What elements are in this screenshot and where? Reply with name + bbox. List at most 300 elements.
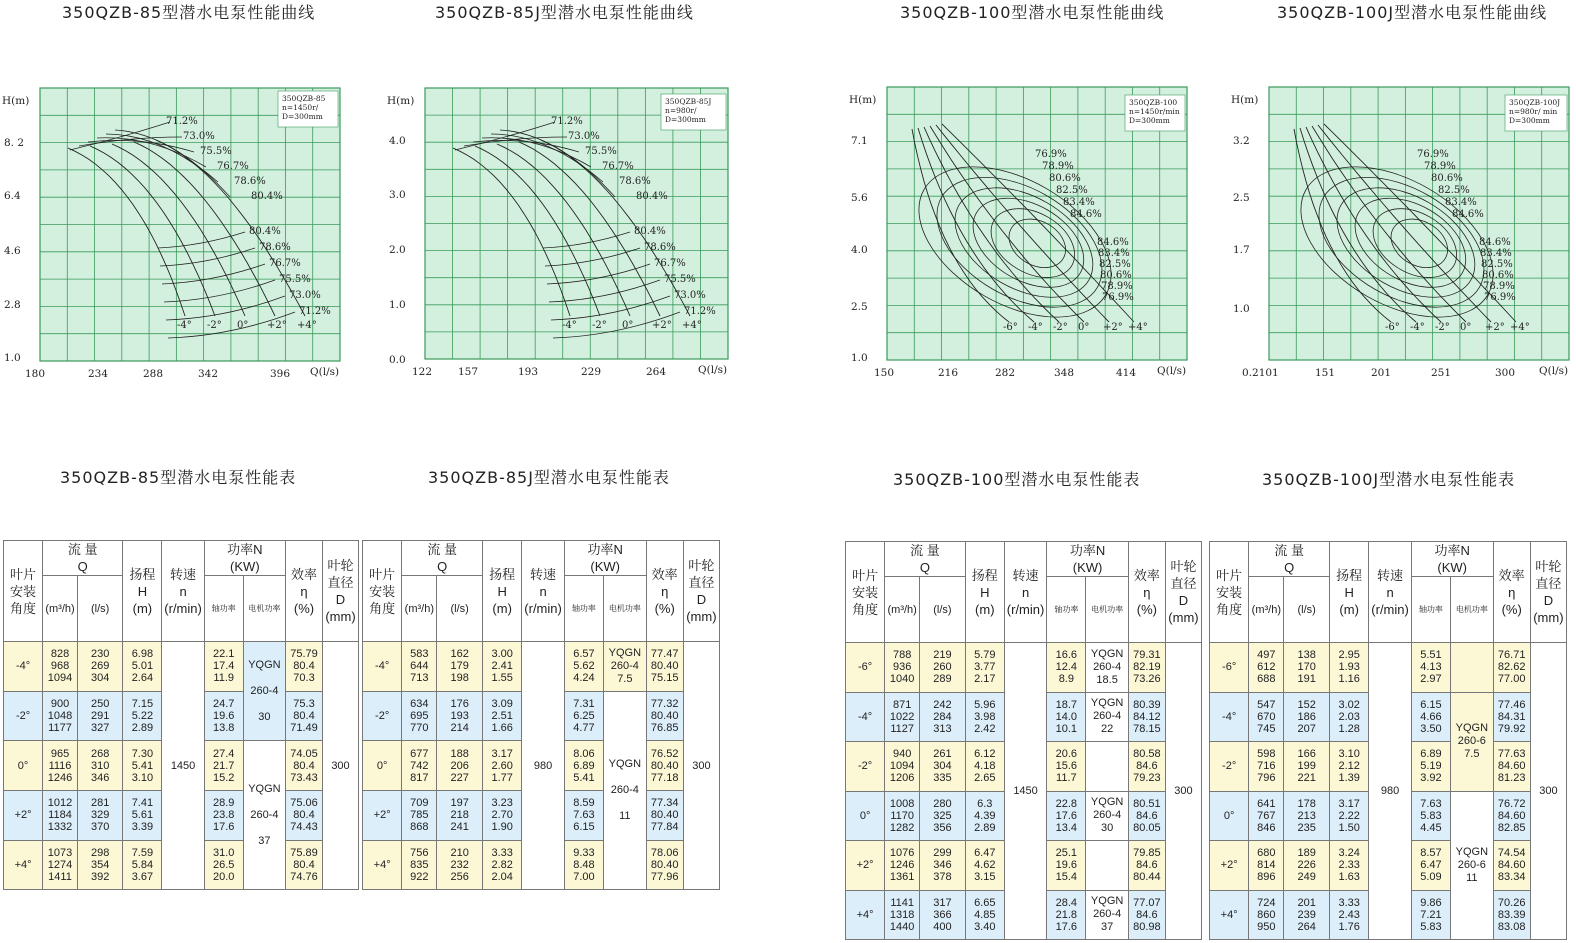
head-cell: 3.24 2.33 1.63 [1330, 841, 1369, 891]
efficiency-label: 71.2% [166, 116, 198, 127]
efficiency-label: 82.5% [1056, 185, 1088, 196]
motor-power-cell: YQGN 260-4 37 [1086, 890, 1128, 940]
angle-label: 0° [237, 320, 249, 331]
shaft-power-cell: 20.6 15.6 11.7 [1047, 742, 1086, 792]
blade-angle-cell: -2° [846, 742, 885, 792]
y-tick-label: 1.0 [389, 299, 406, 311]
blade-angle-cell: -4° [363, 642, 402, 692]
flow-ls-cell: 152 186 207 [1284, 692, 1330, 742]
efficiency-cell: 74.54 84.60 83.34 [1493, 841, 1530, 891]
efficiency-cell: 76.52 80.40 77.18 [646, 741, 683, 791]
efficiency-label: 83.4% [1480, 248, 1512, 259]
head-cell: 7.15 5.22 2.89 [123, 691, 162, 741]
efficiency-cell: 75.06 80.4 74.43 [286, 791, 323, 841]
angle-label: -2° [592, 320, 607, 331]
head-cell: 6.47 4.62 3.15 [965, 841, 1004, 891]
diameter-cell: 300 [323, 642, 359, 890]
efficiency-label: 84.6% [1479, 237, 1511, 248]
shaft-power-cell: 25.1 19.6 15.4 [1047, 841, 1086, 891]
header-power: 功率N (KW) [1047, 542, 1129, 577]
x-tick-label: 180 [25, 368, 46, 380]
chart-title: 350QZB-85J型潜水电泵性能曲线 [435, 3, 694, 22]
motor-power-cell: YQGN 260-4 37 [243, 741, 285, 890]
y-tick-label: 1.0 [1233, 303, 1250, 315]
header-speed: 转速 n (r/min) [162, 541, 204, 642]
flow-m3h-cell: 1012 1184 1332 [43, 791, 78, 841]
x-tick-label: 264 [646, 366, 667, 378]
angle-label: +4° [1510, 322, 1530, 333]
y-axis-label: H(m) [849, 94, 877, 106]
flow-ls-cell: 280 325 356 [920, 791, 966, 841]
efficiency-cell: 80.58 84.6 79.23 [1128, 742, 1165, 792]
efficiency-label: 75.5% [279, 274, 311, 285]
shaft-power-cell: 6.57 5.62 4.24 [564, 642, 603, 692]
flow-m3h-cell: 1073 1274 1411 [43, 840, 78, 890]
blade-angle-cell: 0° [4, 741, 43, 791]
efficiency-label: 78.9% [1101, 281, 1133, 292]
efficiency-label: 76.7% [602, 161, 634, 172]
blade-angle-cell: -4° [846, 692, 885, 742]
flow-m3h-cell: 900 1048 1177 [43, 691, 78, 741]
x-tick-label: 414 [1116, 367, 1137, 379]
speed-cell: 980 [522, 642, 564, 890]
blade-angle-cell: 0° [363, 741, 402, 791]
x-tick-label: 201 [1371, 367, 1392, 379]
flow-ls-cell: 162 179 198 [437, 642, 483, 692]
angle-label: -4° [1028, 322, 1043, 333]
flow-ls-cell: 188 206 227 [437, 741, 483, 791]
efficiency-label: 80.4% [249, 226, 281, 237]
angle-label: -6° [1003, 322, 1018, 333]
x-tick-label: 342 [198, 368, 219, 380]
flow-m3h-cell: 1008 1170 1282 [885, 791, 920, 841]
motor-power-cell: YQGN 260-4 30 [1086, 791, 1128, 841]
flow-m3h-cell: 756 835 922 [402, 840, 437, 890]
flow-m3h-cell: 677 742 817 [402, 741, 437, 791]
blade-angle-cell: -2° [363, 691, 402, 741]
header-flow-m3h: (m³/h) [402, 576, 437, 642]
efficiency-label: 73.0% [568, 131, 600, 142]
efficiency-label: 80.4% [636, 191, 668, 202]
efficiency-label: 78.6% [619, 176, 651, 187]
motor-power-cell: YQGN 260-4 7.5 [604, 642, 647, 692]
legend-text: 350QZB-85 [282, 94, 326, 103]
y-tick-label: 1.7 [1233, 244, 1250, 256]
header-flow-ls: (l/s) [920, 577, 966, 643]
head-cell: 5.96 3.98 2.42 [965, 692, 1004, 742]
header-motor-power: 电机功率 [604, 576, 647, 642]
angle-label: 0° [622, 320, 634, 331]
flow-ls-cell: 299 346 378 [920, 841, 966, 891]
efficiency-label: 83.4% [1445, 197, 1477, 208]
flow-m3h-cell: 641 767 846 [1249, 791, 1284, 841]
efficiency-cell: 74.05 80.4 73.43 [286, 741, 323, 791]
y-tick-label: 4.6 [4, 245, 21, 257]
motor-power-cell: YQGN 260-6 11 [1451, 791, 1494, 940]
header-shaft-power: 轴功率 [1411, 577, 1450, 643]
x-tick-label: 282 [995, 367, 1016, 379]
header-flow: 流 量 Q [1249, 542, 1330, 577]
header-diameter: 叶轮 直径 D (mm) [1530, 542, 1566, 643]
header-speed: 转速 n (r/min) [522, 541, 564, 642]
legend-text: D=300mm [1129, 116, 1170, 125]
shaft-power-cell: 6.89 5.19 3.92 [1411, 742, 1450, 792]
efficiency-label: 71.2% [299, 306, 331, 317]
efficiency-label: 71.2% [684, 306, 716, 317]
blade-angle-cell: +2° [4, 791, 43, 841]
efficiency-label: 76.7% [217, 161, 249, 172]
head-cell: 3.09 2.51 1.66 [483, 691, 522, 741]
efficiency-label: 82.5% [1481, 259, 1513, 270]
efficiency-label: 76.9% [1102, 292, 1134, 303]
speed-cell: 1450 [1004, 643, 1046, 940]
x-tick-label: 300 [1495, 367, 1516, 379]
head-cell: 2.95 1.93 1.16 [1330, 643, 1369, 693]
legend-text: D=300mm [665, 115, 706, 124]
shaft-power-cell: 8.06 6.89 5.41 [564, 741, 603, 791]
header-head: 扬程 H (m) [123, 541, 162, 642]
flow-m3h-cell: 788 936 1040 [885, 643, 920, 693]
header-diameter: 叶轮 直径 D (mm) [1165, 542, 1201, 643]
table-title: 350QZB-85型潜水电泵性能表 [60, 468, 297, 487]
header-speed: 转速 n (r/min) [1004, 542, 1046, 643]
header-speed: 转速 n (r/min) [1369, 542, 1411, 643]
speed-cell: 1450 [162, 642, 204, 890]
efficiency-cell: 70.26 83.39 83.08 [1493, 890, 1530, 940]
header-flow-m3h: (m³/h) [43, 576, 78, 642]
angle-label: -4° [1410, 322, 1425, 333]
flow-ls-cell: 261 304 335 [920, 742, 966, 792]
flow-ls-cell: 219 260 289 [920, 643, 966, 693]
efficiency-label: 80.4% [634, 226, 666, 237]
head-cell: 3.33 2.82 2.04 [483, 840, 522, 890]
motor-power-cell: YQGN 260-4 18.5 [1086, 643, 1128, 693]
efficiency-cell: 79.31 82.19 73.26 [1128, 643, 1165, 693]
head-cell: 6.3 4.39 2.89 [965, 791, 1004, 841]
blade-angle-cell: +2° [363, 791, 402, 841]
flow-m3h-cell: 965 1116 1246 [43, 741, 78, 791]
x-tick-label: 234 [88, 368, 109, 380]
efficiency-cell: 77.32 80.40 76.85 [646, 691, 683, 741]
shaft-power-cell: 5.51 4.13 2.97 [1411, 643, 1450, 693]
y-axis-label: H(m) [387, 95, 415, 107]
legend-text: n=980r/ min [1509, 107, 1558, 116]
shaft-power-cell: 27.4 21.7 15.2 [204, 741, 243, 791]
header-shaft-power: 轴功率 [564, 576, 603, 642]
x-tick-label: 151 [1315, 367, 1336, 379]
flow-ls-cell: 298 354 392 [77, 840, 122, 890]
y-tick-label: 1.0 [851, 352, 868, 364]
head-cell: 6.12 4.18 2.65 [965, 742, 1004, 792]
efficiency-label: 76.9% [1417, 149, 1449, 160]
motor-power-cell [1086, 841, 1128, 891]
table-title: 350QZB-85J型潜水电泵性能表 [428, 468, 670, 487]
efficiency-cell: 77.46 84.31 79.92 [1493, 692, 1530, 742]
legend-text: n=1450r/min [1129, 107, 1180, 116]
efficiency-cell: 77.34 80.40 77.84 [646, 791, 683, 841]
efficiency-cell: 78.06 80.40 77.96 [646, 840, 683, 890]
x-tick-label: 251 [1431, 367, 1452, 379]
flow-m3h-cell: 598 716 796 [1249, 742, 1284, 792]
efficiency-label: 80.6% [1049, 173, 1081, 184]
shaft-power-cell: 6.15 4.66 3.50 [1411, 692, 1450, 742]
header-power: 功率N (KW) [1411, 542, 1493, 577]
table-title: 350QZB-100型潜水电泵性能表 [893, 470, 1141, 489]
blade-angle-cell: +2° [1210, 841, 1249, 891]
efficiency-label: 80.4% [251, 191, 283, 202]
legend-text: 350QZB-85J [665, 97, 712, 106]
shaft-power-cell: 9.33 8.48 7.00 [564, 840, 603, 890]
y-tick-label: 5.6 [851, 192, 868, 204]
y-axis-label: H(m) [2, 95, 30, 107]
angle-label: +2° [267, 320, 287, 331]
efficiency-label: 83.4% [1063, 197, 1095, 208]
efficiency-label: 80.6% [1100, 270, 1132, 281]
y-tick-label: 0.0 [389, 354, 406, 366]
head-cell: 3.33 2.43 1.76 [1330, 890, 1369, 940]
chart-title: 350QZB-85型潜水电泵性能曲线 [62, 3, 316, 22]
header-power: 功率N (KW) [204, 541, 285, 576]
header-flow: 流 量 Q [885, 542, 966, 577]
head-cell: 7.30 5.41 3.10 [123, 741, 162, 791]
blade-angle-cell: +2° [846, 841, 885, 891]
flow-ls-cell: 230 269 304 [77, 642, 122, 692]
performance-table-100j [1209, 541, 1567, 940]
shaft-power-cell: 8.59 7.63 6.15 [564, 791, 603, 841]
shaft-power-cell: 28.4 21.8 17.6 [1047, 890, 1086, 940]
motor-power-cell [1451, 643, 1494, 693]
head-cell: 3.00 2.41 1.55 [483, 642, 522, 692]
x-axis-label: Q(l/s) [1157, 365, 1187, 377]
flow-ls-cell: 281 329 370 [77, 791, 122, 841]
angle-label: +4° [682, 320, 702, 331]
x-tick-label: 150 [874, 367, 895, 379]
header-efficiency: 效率 η (%) [646, 541, 683, 642]
chart-title: 350QZB-100型潜水电泵性能曲线 [900, 3, 1165, 22]
legend-text: D=300mm [1509, 116, 1550, 125]
x-tick-label: 157 [458, 366, 479, 378]
performance-table-85 [3, 540, 359, 890]
header-head: 扬程 H (m) [1330, 542, 1369, 643]
head-cell: 7.41 5.61 3.39 [123, 791, 162, 841]
efficiency-label: 75.5% [664, 274, 696, 285]
header-blade-angle: 叶片 安装 角度 [846, 542, 885, 643]
flow-m3h-cell: 497 612 688 [1249, 643, 1284, 693]
y-axis-label: H(m) [1231, 94, 1259, 106]
shaft-power-cell: 31.0 26.5 20.0 [204, 840, 243, 890]
efficiency-label: 71.2% [551, 116, 583, 127]
head-cell: 3.23 2.70 1.90 [483, 791, 522, 841]
efficiency-cell: 75.3 80.4 71.49 [286, 691, 323, 741]
y-tick-label: 2.5 [851, 301, 868, 313]
x-axis-label: Q(l/s) [698, 364, 728, 376]
blade-angle-cell: -6° [846, 643, 885, 693]
header-shaft-power: 轴功率 [1047, 577, 1086, 643]
blade-angle-cell: +4° [846, 890, 885, 940]
blade-angle-cell: 0° [1210, 791, 1249, 841]
angle-label: 0° [1078, 322, 1090, 333]
flow-m3h-cell: 871 1022 1127 [885, 692, 920, 742]
shaft-power-cell: 28.9 23.8 17.6 [204, 791, 243, 841]
efficiency-cell: 79.85 84.6 80.44 [1128, 841, 1165, 891]
efficiency-label: 78.9% [1042, 161, 1074, 172]
header-flow-ls: (l/s) [437, 576, 483, 642]
efficiency-label: 78.6% [234, 176, 266, 187]
blade-angle-cell: -2° [1210, 742, 1249, 792]
speed-cell: 980 [1369, 643, 1411, 940]
x-tick-label: 193 [518, 366, 539, 378]
motor-power-cell: YQGN 260-4 11 [604, 691, 647, 890]
efficiency-label: 80.6% [1482, 270, 1514, 281]
efficiency-label: 73.0% [289, 290, 321, 301]
flow-m3h-cell: 940 1094 1206 [885, 742, 920, 792]
flow-ls-cell: 268 310 346 [77, 741, 122, 791]
shaft-power-cell: 24.7 19.6 13.8 [204, 691, 243, 741]
header-flow: 流 量 Q [402, 541, 483, 576]
efficiency-label: 82.5% [1099, 259, 1131, 270]
motor-power-cell: YQGN 260-4 30 [243, 642, 285, 741]
header-flow-ls: (l/s) [1284, 577, 1330, 643]
x-tick-label: 396 [270, 368, 291, 380]
efficiency-cell: 77.07 84.6 80.98 [1128, 890, 1165, 940]
shaft-power-cell: 22.1 17.4 11.9 [204, 642, 243, 692]
chart-100 [840, 0, 1220, 385]
table-title: 350QZB-100J型潜水电泵性能表 [1262, 470, 1516, 489]
flow-m3h-cell: 828 968 1094 [43, 642, 78, 692]
efficiency-label: 76.7% [654, 258, 686, 269]
y-tick-label: 3.2 [1233, 135, 1250, 147]
blade-angle-cell: +4° [363, 840, 402, 890]
flow-m3h-cell: 680 814 896 [1249, 841, 1284, 891]
efficiency-label: 82.5% [1438, 185, 1470, 196]
flow-m3h-cell: 724 860 950 [1249, 890, 1284, 940]
legend-text: n=980r/ [665, 106, 697, 115]
performance-table-85j [362, 540, 720, 890]
header-flow-m3h: (m³/h) [1249, 577, 1284, 643]
y-tick-label: 6.4 [4, 190, 21, 202]
flow-ls-cell: 176 193 214 [437, 691, 483, 741]
header-head: 扬程 H (m) [965, 542, 1004, 643]
efficiency-cell: 76.71 82.62 77.00 [1493, 643, 1530, 693]
efficiency-cell: 80.39 84.12 78.15 [1128, 692, 1165, 742]
motor-power-cell: YQGN 260-4 22 [1086, 692, 1128, 742]
head-cell: 3.17 2.60 1.77 [483, 741, 522, 791]
efficiency-label: 75.5% [200, 146, 232, 157]
header-power: 功率N (KW) [564, 541, 646, 576]
head-cell: 3.02 2.03 1.28 [1330, 692, 1369, 742]
efficiency-label: 76.9% [1484, 292, 1516, 303]
angle-label: -2° [207, 320, 222, 331]
efficiency-label: 80.6% [1431, 173, 1463, 184]
x-axis-label: Q(l/s) [310, 366, 340, 378]
y-tick-label: 3.0 [389, 189, 406, 201]
efficiency-label: 76.7% [269, 258, 301, 269]
legend-text: D=300mm [282, 112, 323, 121]
flow-ls-cell: 317 366 400 [920, 890, 966, 940]
header-diameter: 叶轮 直径 D (mm) [683, 541, 719, 642]
efficiency-label: 73.0% [674, 290, 706, 301]
flow-ls-cell: 178 213 235 [1284, 791, 1330, 841]
x-tick-label: 122 [412, 366, 433, 378]
blade-angle-cell: -6° [1210, 643, 1249, 693]
header-blade-angle: 叶片 安装 角度 [4, 541, 43, 642]
y-tick-label: 2.8 [4, 299, 21, 311]
angle-label: +4° [1128, 322, 1148, 333]
flow-ls-cell: 201 239 264 [1284, 890, 1330, 940]
x-tick-label: 229 [581, 366, 602, 378]
shaft-power-cell: 7.63 5.83 4.45 [1411, 791, 1450, 841]
flow-m3h-cell: 583 644 713 [402, 642, 437, 692]
blade-angle-cell: -4° [1210, 692, 1249, 742]
y-tick-label: 7.1 [851, 135, 868, 147]
motor-power-cell [1086, 742, 1128, 792]
blade-angle-cell: -4° [4, 642, 43, 692]
flow-ls-cell: 242 284 313 [920, 692, 966, 742]
blade-angle-cell: +4° [1210, 890, 1249, 940]
chart-100j [1222, 0, 1572, 385]
efficiency-label: 78.6% [259, 242, 291, 253]
flow-ls-cell: 197 218 241 [437, 791, 483, 841]
angle-label: +2° [1485, 322, 1505, 333]
legend-text: 350QZB-100 [1129, 98, 1178, 107]
efficiency-label: 78.6% [644, 242, 676, 253]
efficiency-cell: 75.79 80.4 70.3 [286, 642, 323, 692]
performance-table-100 [845, 541, 1202, 940]
blade-angle-cell: -2° [4, 691, 43, 741]
shaft-power-cell: 8.57 6.47 5.09 [1411, 841, 1450, 891]
y-tick-label: 4.0 [389, 135, 406, 147]
header-motor-power: 电机功率 [243, 576, 285, 642]
chart-title: 350QZB-100J型潜水电泵性能曲线 [1277, 3, 1548, 22]
motor-power-cell: YQGN 260-6 7.5 [1451, 692, 1494, 791]
efficiency-label: 83.4% [1098, 248, 1130, 259]
chart-85 [0, 0, 360, 385]
header-flow-ls: (l/s) [77, 576, 122, 642]
x-tick-label: 348 [1054, 367, 1075, 379]
chart-85j [370, 0, 730, 385]
efficiency-label: 84.6% [1070, 209, 1102, 220]
diameter-cell: 300 [1165, 643, 1201, 940]
flow-m3h-cell: 709 785 868 [402, 791, 437, 841]
diameter-cell: 300 [1530, 643, 1566, 940]
x-tick-label: 216 [938, 367, 959, 379]
efficiency-cell: 77.47 80.40 75.15 [646, 642, 683, 692]
y-tick-label: 4.0 [851, 244, 868, 256]
efficiency-label: 84.6% [1452, 209, 1484, 220]
y-tick-label: 2.5 [1233, 192, 1250, 204]
flow-m3h-cell: 1076 1246 1361 [885, 841, 920, 891]
efficiency-label: 75.5% [585, 146, 617, 157]
header-shaft-power: 轴功率 [204, 576, 243, 642]
angle-label: 0° [1460, 322, 1472, 333]
y-tick-label: 1.0 [4, 352, 21, 364]
header-motor-power: 电机功率 [1086, 577, 1128, 643]
angle-label: +2° [652, 320, 672, 331]
efficiency-label: 76.9% [1035, 149, 1067, 160]
blade-angle-cell: 0° [846, 791, 885, 841]
shaft-power-cell: 18.7 14.0 10.1 [1047, 692, 1086, 742]
head-cell: 3.17 2.22 1.50 [1330, 791, 1369, 841]
legend-text: 350QZB-100J [1509, 98, 1561, 107]
angle-label: -4° [562, 320, 577, 331]
shaft-power-cell: 9.86 7.21 5.83 [1411, 890, 1450, 940]
flow-ls-cell: 166 199 221 [1284, 742, 1330, 792]
header-flow-m3h: (m³/h) [885, 577, 920, 643]
diameter-cell: 300 [683, 642, 719, 890]
efficiency-cell: 80.51 84.6 80.05 [1128, 791, 1165, 841]
head-cell: 6.98 5.01 2.64 [123, 642, 162, 692]
shaft-power-cell: 7.31 6.25 4.77 [564, 691, 603, 741]
